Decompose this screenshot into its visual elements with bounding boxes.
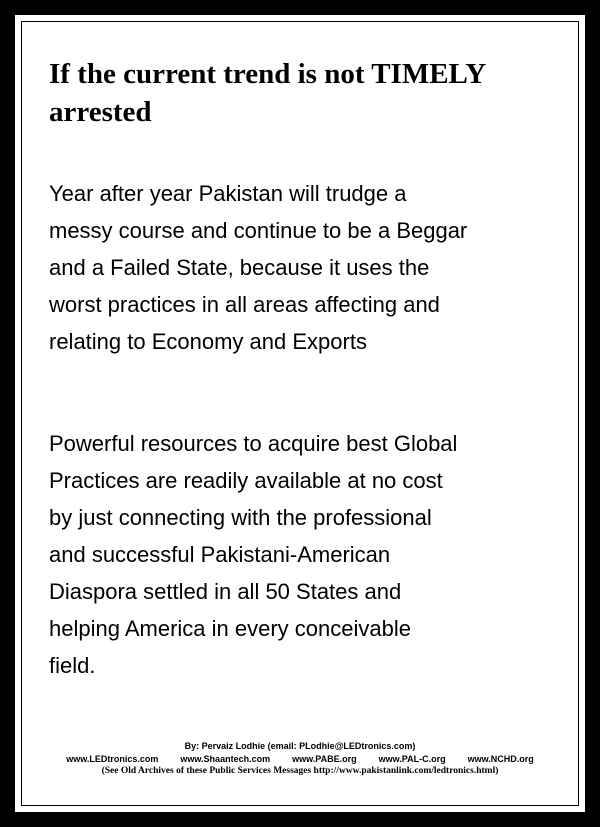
paragraph-2-line: Diaspora settled in all 50 States and — [49, 579, 402, 604]
footer-site-link[interactable]: www.PABE.org — [292, 754, 357, 764]
paragraph-2-line: helping America in every conceivable — [49, 616, 411, 641]
headline: If the current trend is not TIMELY arrested — [49, 58, 486, 128]
paragraph-2-line: Powerful resources to acquire best Global — [49, 431, 458, 456]
paragraph-2 — [49, 425, 569, 684]
paragraph-2-line: Practices are readily available at no cost — [49, 468, 443, 493]
paragraph-2-line: by just connecting with the professional — [49, 505, 432, 530]
paragraph-1-line: worst practices in all areas affecting and — [49, 292, 440, 317]
paragraph-1-line: relating to Economy and Exports — [49, 329, 367, 354]
footer-archive-note: (See Old Archives of these Public Services Messages http://www.pakistanlink.com/ledtronics.html) — [101, 766, 499, 776]
footer-site-link[interactable]: www.NCHD.org — [467, 754, 534, 764]
paragraph-2-line: and successful Pakistani-American — [49, 542, 391, 567]
poster-border — [21, 21, 579, 806]
poster-page — [15, 15, 585, 812]
paragraph-2-line: field. — [49, 653, 96, 678]
paragraph-1-line: and a Failed State, because it uses the — [49, 255, 430, 280]
footer-sites — [15, 754, 585, 765]
footer-site-link[interactable]: www.PAL-C.org — [378, 754, 446, 764]
footer-site-link[interactable]: www.Shaantech.com — [180, 754, 271, 764]
paragraph-1 — [49, 175, 569, 360]
footer-site-link[interactable]: www.LEDtronics.com — [66, 754, 159, 764]
paragraph-1-line: Year after year Pakistan will trudge a — [49, 181, 407, 206]
paragraph-1-line: messy course and continue to be a Beggar — [49, 218, 468, 243]
footer-author: By: Pervaiz Lodhie (email: PLodhie@LEDtronics.com) — [184, 741, 416, 751]
